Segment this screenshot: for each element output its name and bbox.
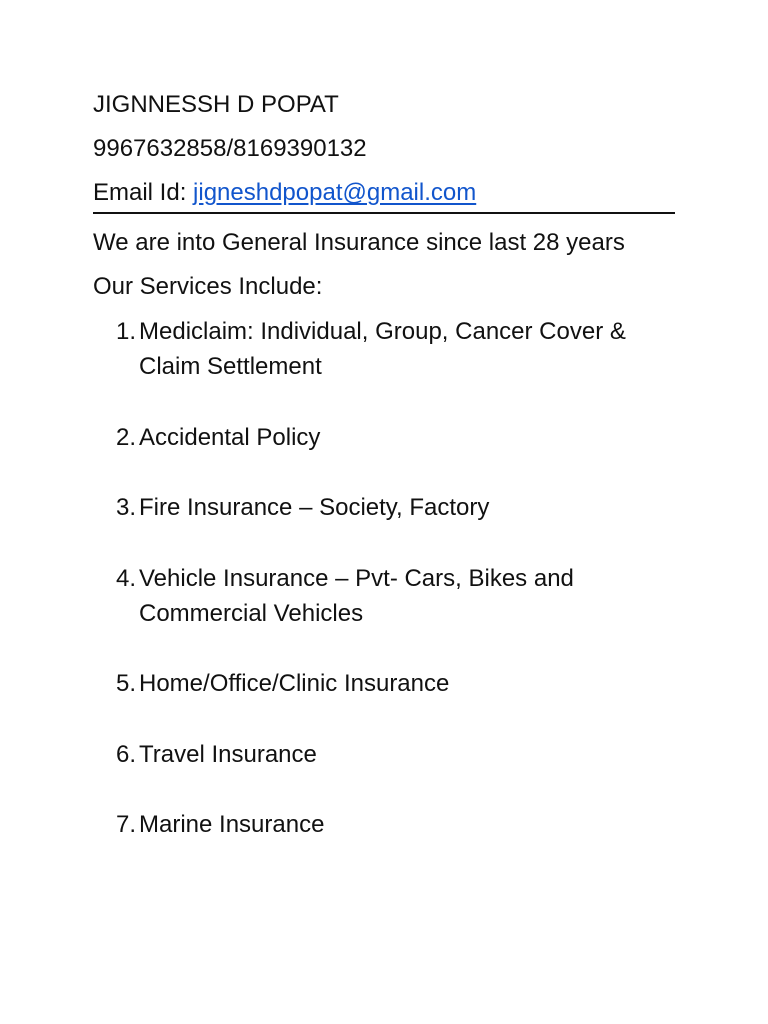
list-item-number: 6. xyxy=(116,741,137,768)
services-heading: Our Services Include: xyxy=(93,273,323,300)
email-row xyxy=(93,178,675,214)
list-item xyxy=(116,561,676,631)
contact-phone: 9967632858/8169390132 xyxy=(93,135,367,162)
list-item-number: 5. xyxy=(116,670,137,697)
list-item-number: 7. xyxy=(116,811,137,838)
list-item xyxy=(116,666,676,701)
list-item-text: Mediclaim: Individual, Group, Cancer Cover & Claim Settlement xyxy=(139,318,626,380)
list-item xyxy=(116,737,676,772)
list-item-number: 2. xyxy=(116,424,137,451)
intro-text: We are into General Insurance since last 28 years xyxy=(93,229,625,256)
list-item-text: Vehicle Insurance – Pvt- Cars, Bikes and Commercial Vehicles xyxy=(139,565,574,627)
list-item-text: Home/Office/Clinic Insurance xyxy=(139,670,450,697)
list-item-number: 3. xyxy=(116,494,137,521)
list-item-text: Fire Insurance – Society, Factory xyxy=(139,494,490,521)
list-item-text: Accidental Policy xyxy=(139,424,321,451)
email-link[interactable]: jigneshdpopat@gmail.com xyxy=(193,179,477,206)
list-item-number: 4. xyxy=(116,565,137,592)
email-label: Email Id: xyxy=(93,179,194,206)
list-item-number: 1. xyxy=(116,318,137,345)
list-item-text: Marine Insurance xyxy=(139,811,325,838)
list-item xyxy=(116,807,676,842)
list-item xyxy=(116,490,676,525)
list-item xyxy=(116,314,676,384)
list-item-text: Travel Insurance xyxy=(139,741,317,768)
list-item xyxy=(116,420,676,455)
contact-name: JIGNNESSH D POPAT xyxy=(93,91,339,118)
